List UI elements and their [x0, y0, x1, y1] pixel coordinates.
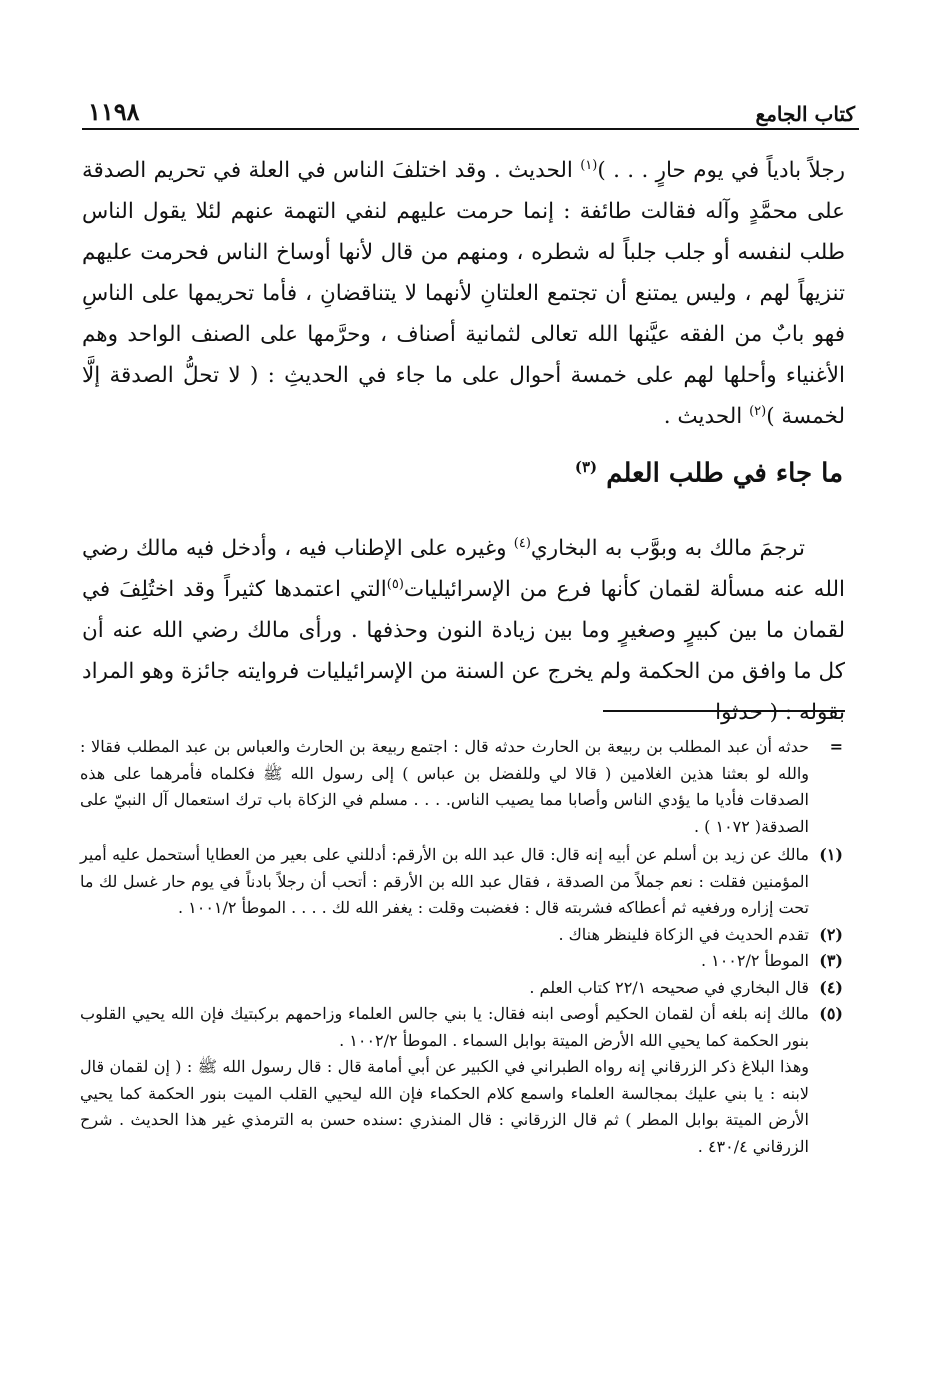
- footnote-marker: (٢): [819, 924, 843, 944]
- paragraph-continued: [82, 150, 845, 437]
- running-title: كتاب الجامع: [755, 102, 855, 126]
- footnote-continuation: وهذا البلاغ ذكر الزرقاني إنه رواه الطبراني في الكبير عن أبي أمامة قال : قال رسول الله ﷺ : ( إن لقمان قال لابنه : يا بني عليك بمجالسة العلماء واسمع كلام الحكماء فإن الله ليحيي القلب الميت بنور الحكمة كما يحيي الأرض الميتة بوابل المطر ) ثم قال الزرقاني : قال المنذري :سنده حسن به الترمذي غير هذا الحديث . شرح الزرقاني ٤٣٠/٤ .: [80, 1057, 809, 1156]
- paragraph-text: رجلاً بادياً في يوم حارٍ . . . ): [597, 158, 845, 183]
- footnote-text: تقدم الحديث في الزكاة فلينظر هناك .: [558, 924, 809, 944]
- section-heading-text: ما جاء في طلب العلم: [606, 458, 843, 489]
- footnote-text: مالك إنه بلغه أن لقمان الحكيم أوصى ابنه فقال: يا بني جالس العلماء وزاحمهم بركبتيك فإن الله يحيي القلوب بنور الحكمة كما يحيي الله الأرض الميتة بوابل السماء . الموطأ ١٠٠٢/٢ .: [80, 1004, 809, 1050]
- footnote-ref: (٣): [574, 458, 598, 476]
- header-divider: [82, 128, 859, 130]
- footnote-text: حدثه أن عبد المطلب بن ربيعة بن الحارث حدثه قال : اجتمع ربيعة بن الحارث والعباس بن عبد المطلب فقالا : والله لو بعثنا هذين الغلامين ( قالا لي وللفضل بن عباس ) إلى رسول الله ﷺ فكلماه فأمرهما على هذه الصدقات فأديا ما يؤدي الناس وأصابا مما يصيب الناس. . . . مسلم في الزكاة باب ترك استعمال آل النبيّ على الصدقة( ١٠٧٢ ) .: [80, 737, 810, 836]
- footnote-text: الموطأ ١٠٠٢/٢ .: [700, 951, 809, 970]
- footnote-item: [80, 1001, 843, 1054]
- footnotes: [80, 734, 843, 1160]
- paragraph-text: وغيره على الإطناب فيه ، وأدخل فيه مالك رضي الله عنه مسألة لقمان كأنها فرع من الإسرائيليات: [82, 536, 845, 602]
- page-number: ١١٩٨: [88, 97, 140, 126]
- page-header: [88, 90, 855, 126]
- paragraph-text: التي اعتمدها كثيراً وقد اختُلِفَ في لقمان ما بين كبيرٍ وصغيرٍ وما بين زيادة النون وحذفها . ورأى مالك رضي الله عنه أن كل ما وافق من الحكمة ولم يخرج عن السنة من الإسرائيليات فروايته جائزة وهو المراد بقوله : ( حدثوا: [82, 577, 845, 725]
- footnote-marker: (١): [819, 845, 843, 864]
- section-paragraph: [82, 528, 845, 733]
- paragraph-text: الحديث .: [663, 404, 750, 429]
- footnote-item: [80, 734, 843, 840]
- footnote-ref: (٥): [386, 576, 404, 592]
- footnote-item: [80, 922, 843, 949]
- footnote-item: [80, 975, 843, 1002]
- footnote-marker: (٤): [819, 977, 843, 997]
- footnote-marker: =: [829, 737, 843, 756]
- footnote-text: مالك عن زيد بن أسلم عن أبيه إنه قال: قال عبد الله بن الأرقم: أدللني على بعير من العطايا أستحمل عليه أمير المؤمنين فقلت : نعم جملاً من الصدقة ، فقال عبد الله بن الأرقم : أتحب أن رجلاً بادناً في يوم حار غسل لك ما تحت إزاره ورفغيه ثم أعطاكه فشربته قال : فغضبت وقلت : يغفر الله لك . . . . الموطأ ١٠٠١/٢ .: [80, 845, 810, 917]
- footnote-marker: (٣): [819, 951, 843, 970]
- footnote-ref: (١): [580, 157, 598, 173]
- paragraph-text: ترجمَ مالك به وبوَّب به البخاري: [530, 536, 805, 561]
- footnote-ref: (٤): [513, 535, 531, 551]
- footnote-divider: [603, 710, 845, 712]
- paragraph-text: الحديث . وقد اختلفَ الناس في العلة في تحريم الصدقة على محمَّدٍ وآله فقالت طائفة : إنما حرمت عليهم لنفي التهمة عنهم لئلا يقول الناس طلب لنفسه أو جلب جلباً له شطره ، ومنهم من قال لأنها أوساخ الناس فحرمت عليهم تنزيهاً لهم ، وليس يمتنع أن تجتمع العلتانِ لأنهما لا يتناقضانِ ، فأما تحريمها على الناسِ فهو بابٌ من الفقه عيَّنها الله تعالى لثمانية أصناف ، وحرَّمها على الصنف الواحد وهم الأغنياء وأحلها لهم على خمسة أحوال على ما جاء في الحديثِ : ( لا تحلُّ الصدقة إلَّا لخمسة ): [82, 158, 845, 429]
- footnote-text: قال البخاري في صحيحه ٢٢/١ كتاب العلم .: [529, 977, 809, 997]
- footnote-item: [80, 842, 843, 922]
- section-heading: [575, 458, 843, 489]
- footnote-ref: (٢): [749, 403, 767, 419]
- footnote-marker: (٥): [819, 1004, 843, 1023]
- footnote-item: [80, 948, 843, 975]
